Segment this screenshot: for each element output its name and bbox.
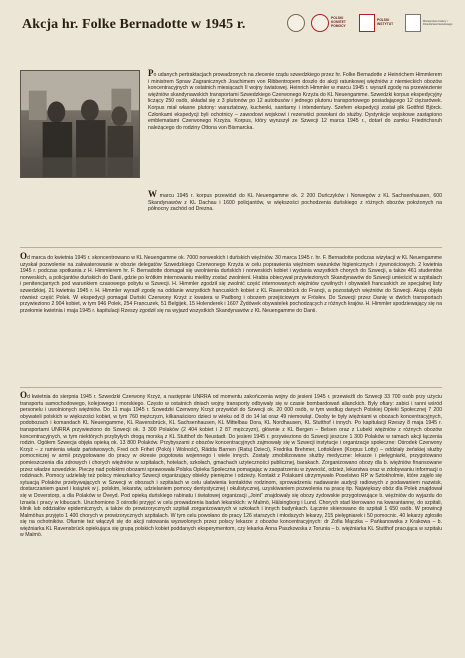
header xyxy=(0,0,465,44)
march-dropcap: W xyxy=(148,189,157,199)
emblem-logo xyxy=(287,14,305,32)
march-april-dropcap: O xyxy=(20,251,28,261)
april-august-dropcap: O xyxy=(20,390,28,400)
committee-logo xyxy=(311,14,353,32)
ministry-logo-text: Ministerstwo Kultury i Dziedzictwa Narodowego xyxy=(423,20,453,26)
intro-text: o udanych pertraktacjach prowadzonych na zlecenie rządu szwedzkiego przez hr. Folke Bernadotte z Heinrichem Himmlerem i ministrem Spraw Zagranicznych Joachimem von Ribbentropem doszło do akcji ratunkowej więźniów z niemieckich obozów koncentracyjnych w ostatnich miesiącach II wojny światowej. Heinrich Himmler w marcu 1945 r. wyraził zgodę na przewiezienie więźniów skandynawskich transportami Szwedzkiego Czerwonego Krzyża do KL Neuengamme. Szwedzki korpus ekspedycyjny liczący 250 osób, składał się z 3 plutonów po 12 autobusów i jednego plutonu transportowego posiadającego 12 ciężarówek. Korpus miał własne plutony: warsztatowy, kuchenki, sanitarny i intendentury. Szefem ekspedycji został płk Gottfrid Björck. Członkami ekspedycji byli ochotnicy – zawodowi wojskowi i rezerwiści powołani do służby. Dystynkcje wojskowe zastąpiono emblematami Czerwonego Krzyża. Korpus, który wyruszył ze Szwecji 12 marca 1945 r., dotarł do zamku Friedrichsruh należącego do rodziny Ottona von Bismarcka. xyxy=(148,72,442,131)
march-paragraph xyxy=(148,191,442,213)
committee-icon xyxy=(311,14,329,32)
ministry-logo xyxy=(405,14,457,32)
intro-dropcap: P xyxy=(148,68,154,78)
divider xyxy=(20,387,442,388)
institute-logo xyxy=(359,14,399,32)
logo-strip xyxy=(287,10,457,36)
historical-photo xyxy=(20,70,140,178)
divider xyxy=(20,247,442,248)
intro-paragraph xyxy=(148,70,442,131)
page-title: Akcja hr. Folke Bernadotte w 1945 r. xyxy=(22,17,246,32)
ministry-icon xyxy=(405,14,421,32)
april-august-text: d kwietnia do sierpnia 1945 r. Szwedzki Czerwony Krzyż, a następnie UNRRA od momentu zakończenia wojny do jesieni 1945 r. przewieźli do Szwecji 33 700 osób przy użyciu transportu samochodowego, kolejowego i morskiego. Często w ostatnich dniach wojny transporty odbywały się w czasie bombardowań alianckich. Były ofiary: zabici i ranni wśród personelu i uwolnionych więźniów. Do 11 maja 1945 r. Szwedzki Czerwony Krzyż przywiózł do Szwecji ok. 20 000 osób, w tym według danych Polskiej Opieki Społecznej 7 200 obywateli polskich w większości kobiet, w tym 760 mężczyzn, kilkanaściorо dzieci w wieku od 8 do 14 lat oraz 49 niemowląt. Osoby te były więźniami w obozach koncentracyjnych, podobozach i komandach KL Neuengamme, KL Ravensbrück, KL Sachsenhausen, KL Mittelbau Dora, KL Nordhausen, KL Stutthof i innych. Po kapitulacji Rzeszy 8 maja 1945 r. transportami UNRRA przywieziono do Szwecji ok. 3 300 Polaków (2 404 kobiet i 2 87 mężczyzn), głównie z KL Bergen – Belsen oraz z Lubeki więźniów z różnych obozów koncentracyjnych, w tym niektórych przybyłych drogą morską z KL Stutthof do Neustadt. Do jesieni 1945 r. przywieziono do Szwecji jeszcze 1 300 Polaków w ramach akcji łączenia rodzin. Ogółem Szwecja objęła opieką ok. 13 800 Polaków. Przybyszami z obozów koncentracyjnych zajmowały się w Szwecji instytucje i organizacje społeczne: Ośrodek Czerwony Krzyż – z ramienia władz państwowych, Fred och Frihet (Pokój i Wolność), Rädda Barnen (Ratuj Dzieci), Fredrika Brehmer, Lottokåren (Korpus Lotty) – oddziały żeńskiej służby pomocniczej w armii przygotowane do pracy w okresie pogotowia wojennego i wiele innych. Zostały zmobilizowane służby medyczne: lekarze i pielęgniarki, przygotowano pomieszczenia dla zdrowych i chorych więźniów w szpitalach, hotelach, szkołach, gmachach użyteczności publicznej, barakach. Zorganizowano obozy dla b. więźniów finansowane przez władze szwedzkie. Pieczę nad polskimi obozami sprawowała Polska Opieka Społeczna pomagając w zaopatrzeniu w żywność, odzież, lekarstwa oraz w zdobywaniu informacji o rodzinach. Pomocy udzielały też polscy mieszkańcy Szwecji organizujący obiekty pieniężne i odzieży. Kontakt z Polakami utrzymywało Poselstwo RP w Sztokholmie, które zajęło się sytuacją Polaków przebywających w Szwecji w obozach i szpitalach w celu ułatwienia kontaktów rodzinom, sprowadzeniu nadawanie audycji radiowych z podawaniem nazwisk, dostarczaniem gazet i książek w j. polskim, lekarstw, udzielaniem pomocy dentystycznej i okulistycznej, uzyskiwaniem pozwolenia na pracę itp. Największy obóz dla Polek znajdował się w Doverstorp, a dla Polaków w Öveyd. Pod opieką duńskiego rabinatu i światowej organizacji „Joint” znajdowały się obozy żydowskie przygotowujące b. więźniów do wyjazdu do Izraela i pracy w kibucach. Uruchomiono 3 ośrodki przyjęć w celu prowadzenia badań lekarskich: w Malmö, Hälsingborg i Lund. Chorych stad kierowano na kwarantannę, do szpitali, klinik lub oddziałów epidemicznych, a także do prowizorycznych szpitali zorganizowanych w szkołach i innych budynkach. Łącznie skierowano do szpitali 1 650 osób. W prowincji Malmöhus przyjęto 1 400 chorych w prowizorycznych szpitalach. W tym celu powołano do pracy 126 starszych i młodszych lekarzy, 215 pielęgniarek i 50 pomocnic. 40 lekarzy zgłosiło się na ochotników. Ofiarnie też włączyli się do akcji ratowania wyzwolonych przez polscy lekarze z obozów koncentracyjnych: dr Zofia Mączka – Pańkanowska z Krakowa – b. więźniarka KL Ravensbrück opiekująca się grupą polskich kobiet poddanych eksperymentom, czy lekarka Anna Paszkowska z Torunia – b. więźniarka KL Stutthof pracująca w szpitalu w Malmö. xyxy=(20,394,442,539)
institute-logo-text: POLSKI INSTYTUT xyxy=(377,18,394,26)
emblem-icon xyxy=(287,14,305,32)
committee-logo-text: POLSKI KOMITET POMOCY xyxy=(331,16,346,28)
march-april-paragraph xyxy=(20,253,442,314)
march-april-text: d marca do kwietnia 1945 r. skoncentrowano w KL Neuengamme ok. 7000 norweskich i duńskich więźniów. 30 marca 1945 r. hr. F. Bernadotte podczas wizytacji w KL Neuengamme uzyskał pozwolenie na zakwaterowanie w obozie delegatów Szwedzkiego Czerwonego Krzyża w celu poprawienia więźniom warunków higienicznych i żywnościowych. 2 kwietnia 1945 r. podczas spotkania z H. Himmlerem hr. F. Bernadotte domagał się uwolnienia duńskich i norweskich kobiet i wydania wszystkich chorych do Szwecji, a także 461 studentów norweskich, a policjantów duńskich do Danii, gdzie po krótkim internowaniu mieliby zostać zwolnieni. Hrabia obiecywał przywiezionych Skandynawów do Szwecji umieścić w szpitalach i penitencjarnych pod warunkiem czasowego pobytu w Szwecji. H. Himmler zgodził się zwolnić część internowanych więźniów cywilnych i obywateli francuskich ze specjalnej listy szwedzkiej. 21 kwietnia 1945 r. H. Himmler wyraził zgodę na oddanie wszystkich francuskich kobiet z KL Ravensbrück do Francji, a pozostałych więźniów do Szwecji. Akcja objęła również część Polek. W ekspedycji pomagał Duński Czerwony Krzyż z kwatera w Padborg i obozem przejściowym w Frösłev. Do Szwecji przez Danię w dwóch transportach przywieziono 2 904 kobiet, w tym 946 Polek, 254 Francuzek, 51 Belgijek, 15 Holenderek i 1607 Żydówek obywatelek pochodzących z różnych krajów. H. Himmler spodziewający się na przełomie kwietnia i maja 1945 r. kapitulacji Rzeszy zgodził się na wyjazd wszystkich Skandynawów z KL Neuengamme do Danii. xyxy=(20,255,442,314)
photo-illustration xyxy=(21,71,139,177)
march-text: marcu 1945 r. korpus przewiózł do KL Neuengamme ok. 2 200 Duńczyków i Norwegów z KL Sachsenhausen, 600 Skandynawów z KL Dachau i 1600 policjantów, w większości pochodzenia duńskiego z różnych obozów położonych na północny zachód od Drezna. xyxy=(148,193,442,213)
institute-icon xyxy=(359,14,375,32)
april-august-paragraph xyxy=(20,392,442,539)
